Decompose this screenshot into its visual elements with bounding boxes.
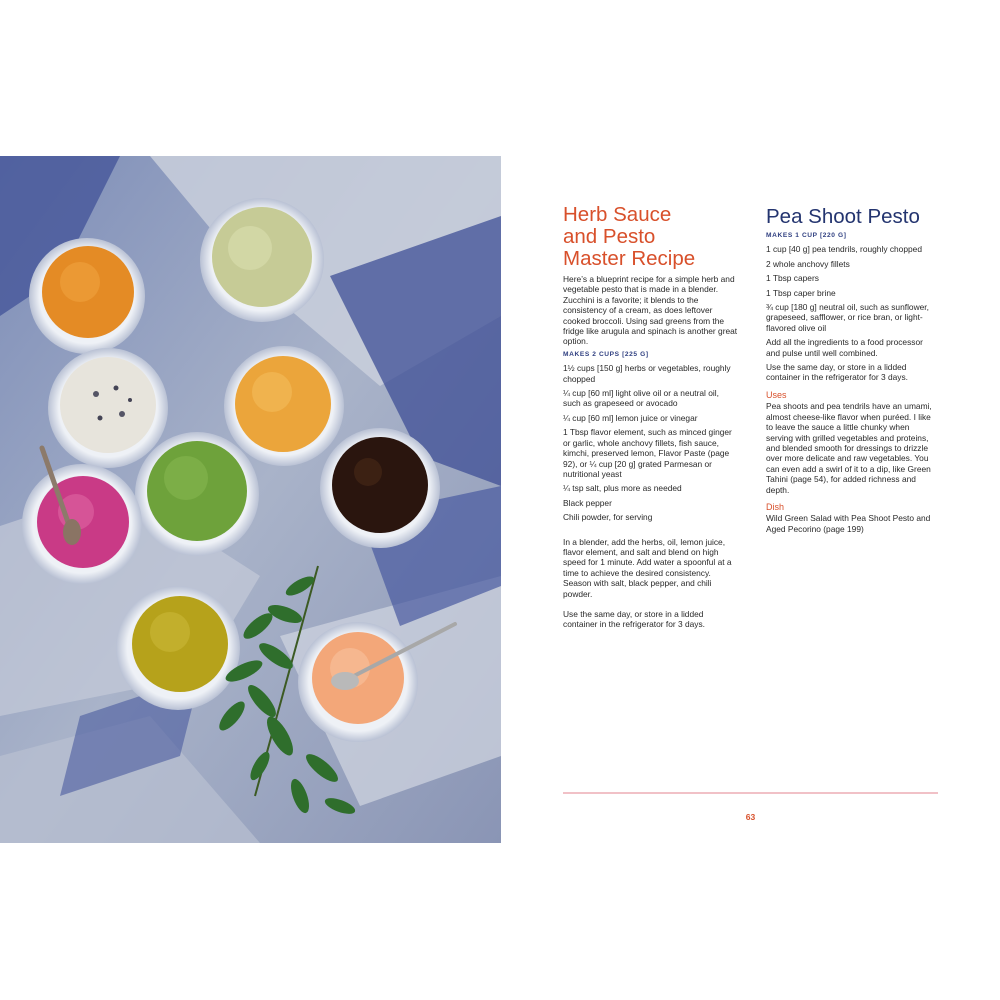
ingredient-item: ¼ cup [60 ml] lemon juice or vinegar: [563, 412, 698, 423]
master-recipe-ingredients: [563, 363, 738, 522]
method-step: Add all the ingredients to a food processor and pulse until well combined.: [766, 337, 923, 358]
master-recipe-yield: MAKES 2 CUPS [225 G]: [563, 350, 649, 358]
container-orange: [29, 238, 145, 354]
pea-shoot-yield: MAKES 1 CUP [220 G]: [766, 232, 847, 239]
pea-shoot-column: [766, 204, 938, 534]
ingredient-item: Black pepper: [563, 497, 612, 508]
ingredient-item: Chili powder, for serving: [563, 512, 653, 523]
method-step: In a blender, add the herbs, oil, lemon juice, flavor element, and salt and blend on high speed for 1 minute. Add water a spoonful at a time to achieve the desired consistency. Season with salt, black pepper, and chili powder.: [563, 536, 732, 599]
ingredient-item: ¼ tsp salt, plus more as needed: [563, 483, 682, 494]
container-pale-green: [200, 198, 324, 322]
container-dark-sauce: [320, 428, 440, 548]
footer-rule: [563, 792, 938, 794]
ingredient-item: ¾ cup [180 g] neutral oil, such as sunflower, grapeseed, safflower, or rice bran, or light-flavored olive oil: [766, 302, 929, 333]
sauces-photo: [0, 156, 501, 843]
ingredient-item: ¼ cup [60 ml] light olive oil or a neutral oil, such as grapeseed or avocado: [563, 388, 719, 409]
master-recipe-column: [563, 204, 738, 630]
master-recipe-intro: Here’s a blueprint recipe for a simple herb and vegetable pesto that is made in a blender. Zucchini is a favorite; it blends to the consistency of a cream, as does leftover cooked broccoli. Using sad greens from the fridge like arugula and spinach is another great option.: [563, 274, 738, 347]
container-yellow: [224, 346, 344, 466]
ingredient-item: 1½ cups [150 g] herbs or vegetables, roughly chopped: [563, 363, 731, 384]
container-olive: [116, 586, 240, 710]
master-recipe-title: Herb Sauce and Pesto Master Recipe: [563, 203, 696, 270]
container-green: [135, 432, 259, 556]
ingredient-item: 2 whole anchovy fillets: [766, 258, 850, 269]
dish-text: Wild Green Salad with Pea Shoot Pesto and Aged Pecorino (page 199): [766, 513, 931, 534]
uses-text: Pea shoots and pea tendrils have an umami, almost cheese-like flavor when puréed. I like to leave the sauce a little chunky when serving with grilled vegetables and proteins, and blended smooth for dressings to drizzle over more delicate and raw vegetables. You can even add a swirl of it to a dip, like Green Tahini (page 54), for added richness and depth.: [766, 401, 932, 495]
pea-shoot-ingredients: [766, 244, 938, 333]
ingredient-item: 1 Tbsp capers: [766, 273, 819, 284]
ingredient-item: 1 Tbsp flavor element, such as minced ginger or garlic, whole anchovy fillets, fish sauce, kimchi, preserved lemon, Flavor Paste (page 92), or ¼ cup [20 g] grated Parmesan or nutritional yeast: [563, 427, 732, 479]
ingredient-item: 1 cup [40 g] pea tendrils, roughly chopped: [766, 244, 922, 255]
method-step: Use the same day, or store in a lidded container in the refrigerator for 3 days.: [766, 362, 908, 383]
uses-heading: Uses: [766, 389, 787, 400]
pea-shoot-title: Pea Shoot Pesto: [766, 205, 920, 228]
dish-heading: Dish: [766, 501, 785, 512]
page-number: 63: [745, 812, 756, 822]
container-white-sauce: [48, 348, 168, 468]
method-step: Use the same day, or store in a lidded container in the refrigerator for 3 days.: [563, 608, 705, 630]
ingredient-item: 1 Tbsp caper brine: [766, 287, 836, 298]
